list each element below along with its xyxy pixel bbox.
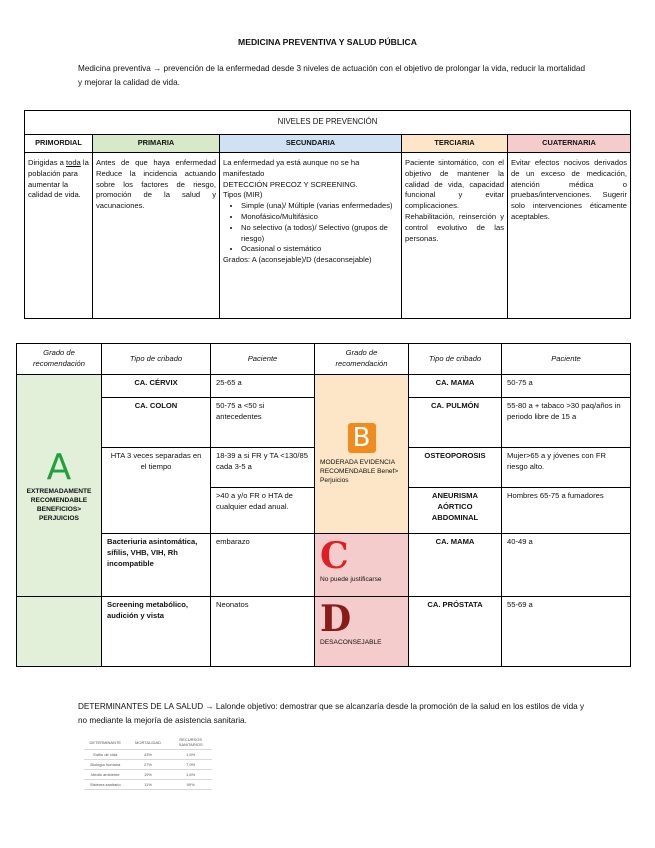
lalonde-table — [84, 735, 212, 790]
table-cell: >40 a y/o FR o HTA de cualquier edad anual. — [211, 488, 315, 534]
list-item: • Simple (una)/ Múltiple (varias enfermedades) — [241, 201, 398, 212]
screening-table — [16, 343, 631, 667]
list-item: • Monofásico/Multifásico — [241, 212, 398, 223]
page-title: MEDICINA PREVENTIVA Y SALUD PÚBLICA — [238, 37, 417, 47]
mini-cell: 1,5% — [169, 750, 212, 760]
table-cell: CA. MAMA — [409, 534, 502, 597]
table-cell: 50-75 a <50 si antecedentes — [211, 398, 315, 448]
header-patient: Paciente — [502, 344, 631, 375]
grade-c-cell — [315, 534, 409, 597]
mini-cell: Sistema sanitario — [84, 780, 127, 790]
cuaternaria-text: Evitar efectos nocivos derivados de un exceso de medicación, atención médica o pruebas/intervenciones. Sugerir solo intervenciones éticamente aceptables. — [508, 153, 631, 319]
mini-cell: 11% — [127, 780, 170, 790]
grade-d-desc: DESACONSEJABLE — [320, 639, 382, 646]
grade-c-icon: C — [320, 535, 349, 577]
primaria-text: Antes de que haya enfermedad Reduce la incidencia actuando sobre los factores de riesgo, promoción de la salud y vacunaciones. — [93, 153, 220, 319]
primordial-text: Dirigidas a toda la población para aumentar la calidad de vida. — [25, 153, 93, 319]
mini-cell: 1,6% — [169, 770, 212, 780]
table-cell: CA. COLON — [102, 398, 211, 448]
prevention-header: NIVELES DE PREVENCIÓN — [25, 111, 631, 135]
table-cell: ANEURISMA AÓRTICO ABDOMINAL — [409, 488, 502, 534]
table-cell: Mujer>65 a y jóvenes con FR riesgo alto. — [502, 448, 631, 488]
list-item: • Ocasional o sistemático — [241, 244, 398, 255]
level-primaria: PRIMARIA — [93, 135, 220, 153]
header-patient: Paciente — [211, 344, 315, 375]
table-cell: Screening metabólico, audición y vista — [102, 597, 211, 667]
grade-c-desc: No puede justificarse — [320, 576, 382, 583]
table-cell: CA. PRÓSTATA — [409, 597, 502, 667]
grade-b-desc: MODERADA EVIDENCIA RECOMENDABLE Benef> Perjuicios — [320, 459, 399, 484]
table-cell: 18-39 a si FR y TA <130/85 cada 3-5 a — [211, 448, 315, 488]
mini-cell: 90% — [169, 780, 212, 790]
grade-b-cell — [315, 375, 409, 534]
grade-b-icon: B — [348, 423, 376, 453]
determinantes-paragraph: DETERMINANTES DE LA SALUD → Lalonde objetivo: demostrar que se alcanzaría desde la promoción de la salud en los estilos de vida y no mediante la mejoría de asistencia sanitaria. — [78, 702, 585, 725]
table-cell: Neonatos — [211, 597, 315, 667]
level-terciaria: TERCIARIA — [402, 135, 508, 153]
table-cell: Bacteriuria asintomática, sífilis, VHB, VIH, Rh incompatible — [102, 534, 211, 597]
grade-a-cell — [17, 375, 102, 597]
screening-types-list — [223, 201, 398, 255]
table-cell: 25-65 a — [211, 375, 315, 398]
header-type: Tipo de cribado — [102, 344, 211, 375]
grade-a-icon: A — [46, 446, 72, 488]
mini-cell: Biología humana — [84, 760, 127, 770]
table-cell: 55-80 a + tabaco >30 paq/años in periodo libre de 15 a — [502, 398, 631, 448]
header-grade: Grado de recomendación — [315, 344, 409, 375]
mini-header: RECURSOS SANITARIOS — [169, 735, 212, 750]
mini-cell: 27% — [127, 760, 170, 770]
header-type: Tipo de cribado — [409, 344, 502, 375]
table-cell: CA. MAMA — [409, 375, 502, 398]
terciaria-text: Paciente sintomático, con el objetivo de mantener la calidad de vida, capacidad funcional y evitar complicaciones. Rehabilitación, reinserción y control evolutivo de las personas. — [402, 153, 508, 319]
table-cell: OSTEOPOROSIS — [409, 448, 502, 488]
grade-a-desc: EXTREMADAMENTE RECOMENDABLE BENEFICIOS> PERJUICIOS — [26, 487, 92, 522]
mini-header: MORTALIDAD — [127, 735, 170, 750]
level-cuaternaria: CUATERNARIA — [508, 135, 631, 153]
list-item: • No selectivo (a todos)/ Selectivo (grupos de riesgo) — [241, 223, 398, 245]
table-cell: CA. PULMÓN — [409, 398, 502, 448]
grade-a-cell-bottom — [17, 597, 102, 667]
mini-cell: Estilo de vida — [84, 750, 127, 760]
secundaria-text: La enfermedad ya está aunque no se ha manifestado DETECCIÓN PRECOZ Y SCREENING. Tipos (MIR) • Simple (una)/ Múltiple (varias enfermedades) • Monofásico/Multifásico • No selectivo (a todos)/ Selectivo (grupos de riesgo) • Ocasional o sistemático Grados: A (aconsejable)/D (desaconsejable) — [220, 153, 402, 319]
table-cell: 40-49 a — [502, 534, 631, 597]
level-primordial: PRIMORDIAL — [25, 135, 93, 153]
table-cell: HTA 3 veces separadas en el tiempo — [102, 448, 211, 534]
mini-cell: Medio ambiente — [84, 770, 127, 780]
table-cell: Hombres 65-75 a fumadores — [502, 488, 631, 534]
table-cell: 50-75 a — [502, 375, 631, 398]
mini-header: DETERMINANTE — [84, 735, 127, 750]
mini-cell: 7,9% — [169, 760, 212, 770]
table-cell: 55-69 a — [502, 597, 631, 667]
prevention-table — [24, 110, 631, 319]
intro-paragraph: Medicina preventiva → prevención de la enfermedad desde 3 niveles de actuación con el objetivo de prolongar la vida, reducir la mortalidad y mejorar la calidad de vida. — [78, 64, 586, 87]
grade-d-icon: D — [320, 598, 352, 640]
mini-cell: 43% — [127, 750, 170, 760]
header-grade: Grado de recomendación — [17, 344, 102, 375]
table-cell: CA. CÉRVIX — [102, 375, 211, 398]
grade-d-cell — [315, 597, 409, 667]
mini-cell: 19% — [127, 770, 170, 780]
level-secundaria: SECUNDARIA — [220, 135, 402, 153]
table-cell: embarazo — [211, 534, 315, 597]
